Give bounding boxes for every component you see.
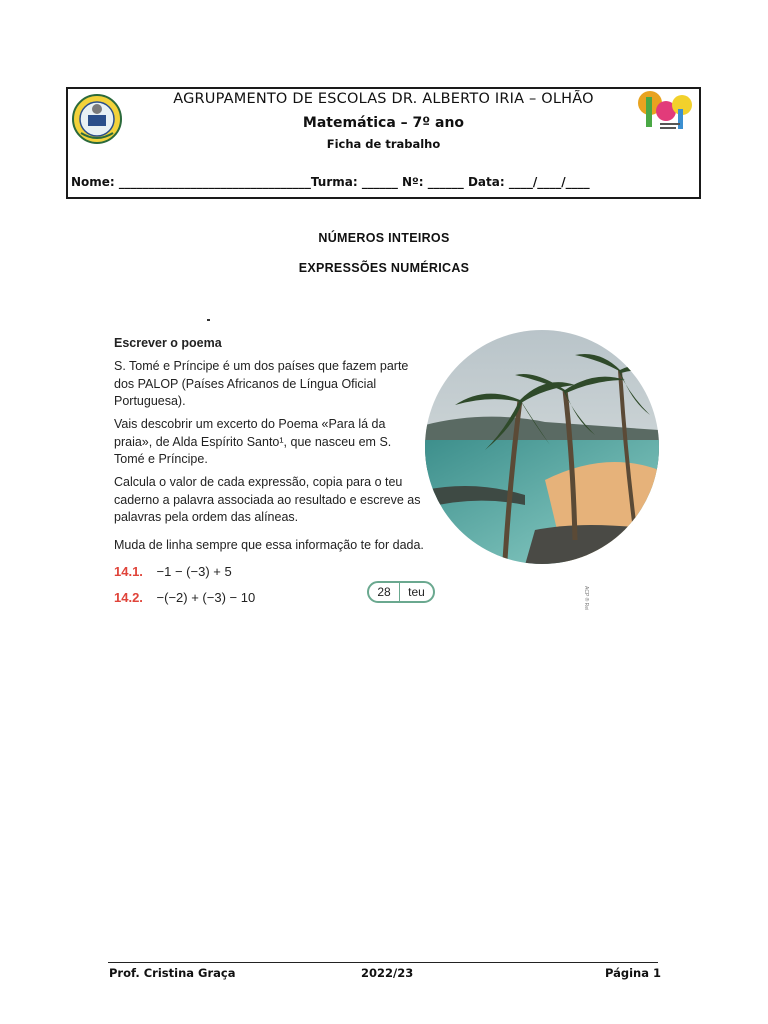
exercise-item [114,590,255,605]
photo-credit: ACP ® Rei [583,586,589,611]
exercise-item [114,564,232,579]
topic-title: NÚMEROS INTEIROS [318,231,450,245]
answer-example-badge [367,581,435,603]
answer-word: teu [408,585,425,599]
item-expression: −1 − (−3) + 5 [156,564,232,579]
footer-divider [108,962,658,963]
topic-subtitle: EXPRESSÕES NUMÉRICAS [298,261,470,275]
footer-author: Prof. Cristina Graça [109,966,236,980]
subject-title: Matemática – 7º ano [302,115,465,131]
worksheet-type: Ficha de trabalho [326,137,441,151]
item-number: 14.1. [114,564,143,579]
teip-logo-icon [636,89,700,133]
answer-value: 28 [369,583,400,601]
beach-palm-photo-icon [425,330,659,565]
school-name: AGRUPAMENTO DE ESCOLAS DR. ALBERTO IRIA – OLHÃO [173,91,594,107]
exercise-paragraph: Calcula o valor de cada expressão, copia para o teu caderno a palavra associada ao resultado e escreve as palavras pela ordem das alíneas. [114,475,421,524]
footer-page-number: Página 1 [605,966,662,980]
exercise-block [113,318,673,618]
student-fields-line: Nome: ________________________________Turma: ______ Nº: ______ Data: ____/____/____ [71,175,590,189]
exercise-paragraph: S. Tomé e Príncipe é um dos países que fazem parte dos PALOP (Países Africanos de Língua Oficial Portuguesa). [114,359,409,408]
item-expression: −(−2) + (−3) − 10 [156,590,256,605]
exercise-paragraph: Vais descobrir um excerto do Poema «Para lá da praia», de Alda Espírito Santo¹, que nasceu em S. Tomé e Príncipe. [114,417,392,466]
document-header [66,87,701,199]
exercise-paragraph: Muda de linha sempre que essa informação te for dada. [114,538,424,552]
item-number: 14.2. [114,590,143,605]
footer-year: 2022/23 [361,966,414,980]
stray-mark [207,319,210,321]
exercise-title: Escrever o poema [114,336,222,350]
